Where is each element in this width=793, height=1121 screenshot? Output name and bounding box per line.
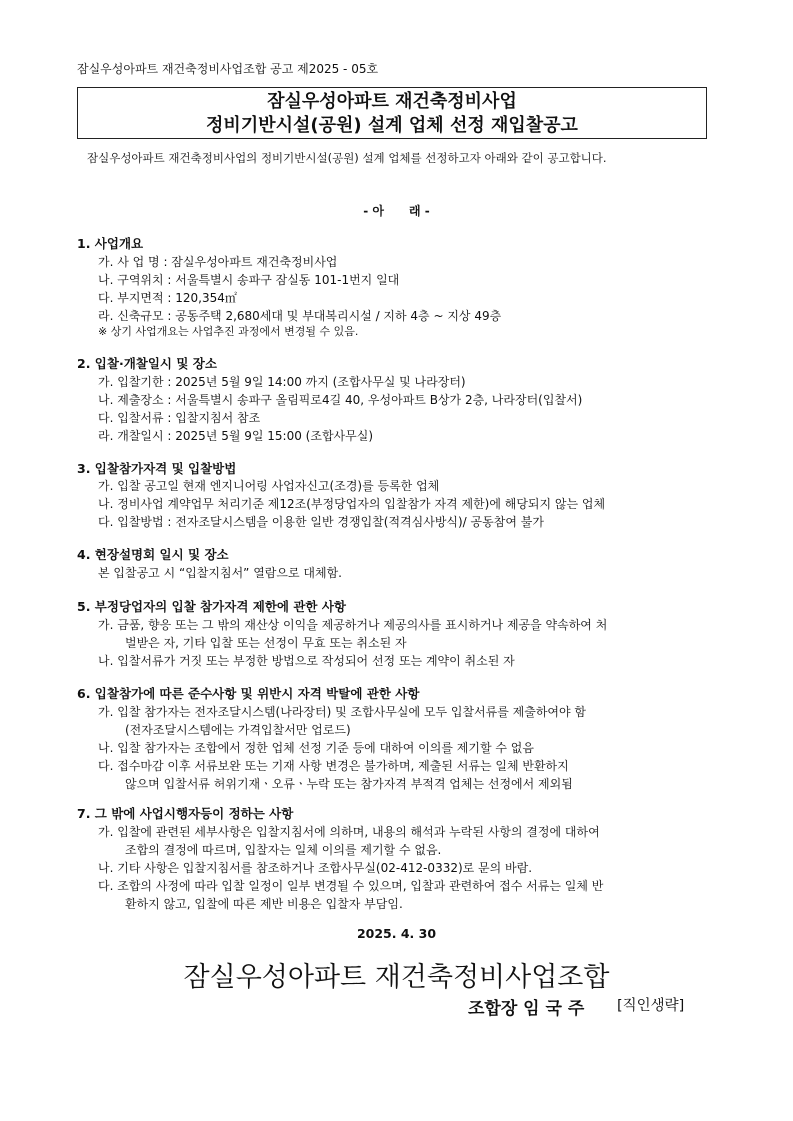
seal-omitted-note: [직인생략] bbox=[617, 998, 685, 1014]
section-1-note: ※ 상기 사업개요는 사업추진 과정에서 변경될 수 있음. bbox=[98, 325, 359, 338]
ahrae-heading: - 아 래 - bbox=[363, 204, 430, 218]
section-7-item: 다. 조합의 사정에 따라 입찰 일정이 일부 변경될 수 있으며, 입찰과 관련하여 접수 서류는 일체 반 bbox=[98, 879, 604, 893]
section-5-title: 5. 부정당업자의 입찰 참가자격 제한에 관한 사항 bbox=[77, 599, 346, 614]
section-5-item: 나. 입찰서류가 거짓 또는 부정한 방법으로 작성되어 선정 또는 계약이 취소된 자 bbox=[98, 654, 515, 668]
section-5-item-cont: 벌받은 자, 기타 입찰 또는 선정이 무효 또는 취소된 자 bbox=[125, 636, 407, 650]
section-6-item-cont: (전자조달시스템에는 가격입찰서만 업로드) bbox=[125, 723, 351, 737]
section-7-item: 가. 입찰에 관련된 세부사항은 입찰지침서에 의하며, 내용의 해석과 누락된 사항의 결정에 대하여 bbox=[98, 825, 600, 839]
section-3-item: 나. 정비사업 계약업무 처리기준 제12조(부정당업자의 입찰참가 자격 제한)에 해당되지 않는 업체 bbox=[98, 497, 606, 511]
section-6-title: 6. 입찰참가에 따른 준수사항 및 위반시 자격 박탈에 관한 사항 bbox=[77, 686, 420, 701]
section-5-item: 가. 금품, 향응 또는 그 밖의 재산상 이익을 제공하거나 제공의사를 표시하거나 제공을 약속하여 처 bbox=[98, 618, 608, 632]
section-2-item: 다. 입찰서류 : 입찰지침서 참조 bbox=[98, 411, 261, 425]
section-7-item-cont: 조합의 결정에 따르며, 입찰자는 일체 이의를 제기할 수 없음. bbox=[125, 843, 442, 857]
section-2-title: 2. 입찰·개찰일시 및 장소 bbox=[77, 356, 217, 371]
section-7-title: 7. 그 밖에 사업시행자등이 정하는 사항 bbox=[77, 806, 294, 821]
section-4-title: 4. 현장설명회 일시 및 장소 bbox=[77, 547, 229, 562]
section-3-item: 가. 입찰 공고일 현재 엔지니어링 사업자신고(조경)를 등록한 업체 bbox=[98, 479, 440, 493]
section-1-title: 1. 사업개요 bbox=[77, 236, 144, 251]
organization-name: 잠실우성아파트 재건축정비사업조합 bbox=[183, 962, 610, 993]
title-line-2: 정비기반시설(공원) 설계 업체 선정 재입찰공고 bbox=[206, 115, 578, 136]
section-6-item: 가. 입찰 참가자는 전자조달시스템(나라장터) 및 조합사무실에 모두 입찰서류를 제출하여야 함 bbox=[98, 705, 587, 719]
section-6-item: 다. 접수마감 이후 서류보완 또는 기재 사항 변경은 불가하며, 제출된 서류는 일체 반환하지 bbox=[98, 759, 569, 773]
section-3-item: 다. 입찰방법 : 전자조달시스템을 이용한 일반 경쟁입찰(적격심사방식)/ 공동참여 불가 bbox=[98, 515, 544, 529]
section-1-item: 나. 구역위치 : 서울특별시 송파구 잠실동 101-1번지 일대 bbox=[98, 273, 400, 287]
section-1-item: 가. 사 업 명 : 잠실우성아파트 재건축정비사업 bbox=[98, 255, 338, 269]
section-2-item: 나. 제출장소 : 서울특별시 송파구 올림픽로4길 40, 우성아파트 B상가 2층, 나라장터(입찰서) bbox=[98, 393, 583, 407]
chairman-name: 조합장 임 국 주 bbox=[468, 999, 585, 1019]
section-3-title: 3. 입찰참가자격 및 입찰방법 bbox=[77, 461, 237, 476]
intro-text: 잠실우성아파트 재건축정비사업의 정비기반시설(공원) 설계 업체를 선정하고자 아래와 같이 공고합니다. bbox=[87, 151, 607, 165]
section-1-item: 라. 신축규모 : 공동주택 2,680세대 및 부대복리시설 / 지하 4층 ~ 지상 49층 bbox=[98, 309, 502, 323]
title-box bbox=[77, 87, 707, 139]
section-2-item: 라. 개찰일시 : 2025년 5월 9일 15:00 (조합사무실) bbox=[98, 429, 374, 443]
section-2-item: 가. 입찰기한 : 2025년 5월 9일 14:00 까지 (조합사무실 및 나라장터) bbox=[98, 375, 466, 389]
section-7-item-cont: 환하지 않고, 입찰에 따른 제반 비용은 입찰자 부담임. bbox=[125, 897, 403, 911]
section-4-item: 본 입찰공고 시 “입찰지침서” 열람으로 대체함. bbox=[98, 566, 342, 580]
document-number: 잠실우성아파트 재건축정비사업조합 공고 제2025 - 05호 bbox=[77, 62, 379, 76]
section-6-item-cont: 않으며 입찰서류 허위기재ㆍ오류ㆍ누락 또는 참가자격 부적격 업체는 선정에서 제외됨 bbox=[125, 777, 573, 791]
title-line-1: 잠실우성아파트 재건축정비사업 bbox=[267, 91, 517, 112]
section-1-item: 다. 부지면적 : 120,354㎡ bbox=[98, 291, 237, 305]
section-6-item: 나. 입찰 참가자는 조합에서 정한 업체 선정 기준 등에 대하여 이의를 제기할 수 없음 bbox=[98, 741, 534, 755]
section-7-item: 나. 기타 사항은 입찰지침서를 참조하거나 조합사무실(02-412-0332)로 문의 바람. bbox=[98, 861, 533, 875]
announcement-date: 2025. 4. 30 bbox=[356, 926, 437, 941]
